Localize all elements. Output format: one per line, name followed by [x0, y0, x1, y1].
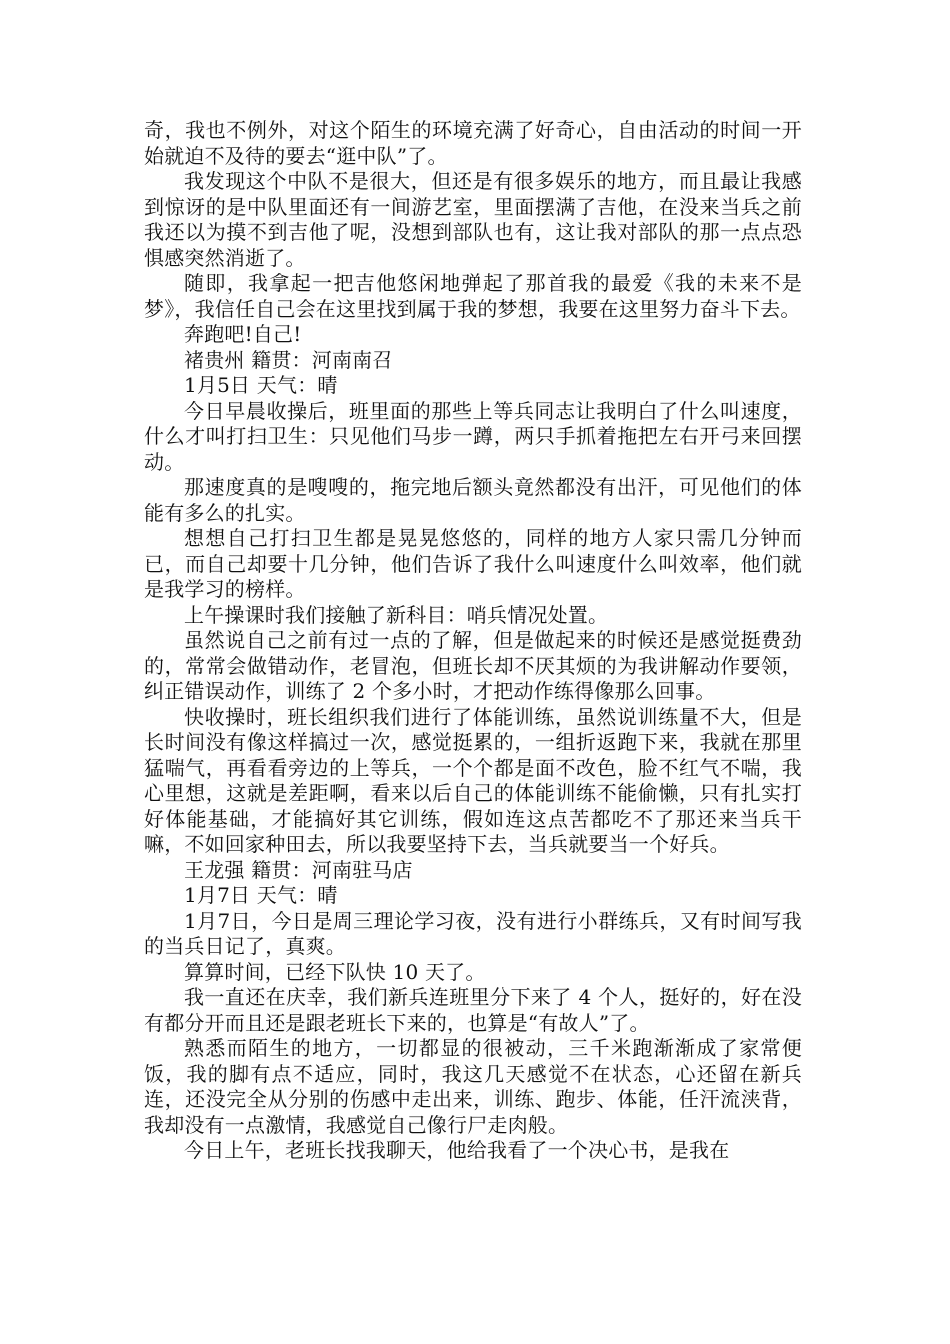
paragraph: 我发现这个中队不是很大，但还是有很多娱乐的地方，而且最让我感到惊讶的是中队里面还有一间游艺室，里面摆满了吉他，在没来当兵之前我还以为摸不到吉他了呢，没想到部队也有，这让我对部队的那一点点恐惧感突然消逝了。: [144, 169, 802, 270]
section-title: 奔跑吧!自己!: [184, 322, 302, 346]
document-body: [144, 118, 802, 1164]
paragraph: 想想自己打扫卫生都是晃晃悠悠的，同样的地方人家只需几分钟而已，而自己却要十几分钟，他们告诉了我什么叫速度什么叫效率，他们就是我学习的榜样。: [144, 526, 802, 601]
paragraph: 随即，我拿起一把吉他悠闲地弹起了那首我的最爱《我的未来不是梦》，我信任自己会在这里找到属于我的梦想，我要在这里努力奋斗下去。: [144, 271, 802, 321]
paragraph: 虽然说自己之前有过一点的了解，但是做起来的时候还是感觉挺费劲的，常常会做错动作，老冒泡，但班长却不厌其烦的为我讲解动作要领，纠正错误动作，训练了 2 个多小时，才把动作练得像那么回事。: [144, 628, 802, 703]
paragraph: 我一直还在庆幸，我们新兵连班里分下来了 4 个人，挺好的，好在没有都分开而且还是跟老班长下来的，也算是“有故人”了。: [144, 985, 802, 1035]
paragraph: 上午操课时我们接触了新科目：哨兵情况处置。: [184, 602, 609, 627]
paragraph: 今日早晨收操后，班里面的那些上等兵同志让我明白了什么叫速度，什么才叫打扫卫生：只见他们马步一蹲，两只手抓着拖把左右开弓来回摆动。: [144, 398, 802, 474]
date-weather-line: 1月5日 天气：晴: [184, 373, 338, 397]
author-line: 褚贵州 籍贯：河南南召: [184, 347, 393, 372]
paragraph: 算算时间，已经下队快 10 天了。: [184, 959, 486, 984]
paragraph: 今日上午，老班长找我聊天，他给我看了一个决心书，是我在: [184, 1138, 730, 1162]
paragraph: 熟悉而陌生的地方，一切都显的很被动，三千米跑渐渐成了家常便饭，我的脚有点不适应，同时，我这几天感觉不在状态，心还留在新兵连，还没完全从分别的伤感中走出来，训练、跑步、体能，任汗流浃背，我却没有一点激情，我感觉自己像行尸走肉般。: [144, 1036, 802, 1137]
paragraph: 1月7日，今日是周三理论学习夜，没有进行小群练兵，又有时间写我的当兵日记了，真爽。: [144, 908, 802, 958]
author-line: 王龙强 籍贯：河南驻马店: [184, 857, 413, 882]
date-weather-line: 1月7日 天气：晴: [184, 883, 338, 907]
paragraph: 奇，我也不例外，对这个陌生的环境充满了好奇心，自由活动的时间一开始就迫不及待的要去“逛中队”了。: [144, 118, 802, 168]
paragraph: 那速度真的是嗖嗖的，拖完地后额头竟然都没有出汗，可见他们的体能有多么的扎实。: [144, 475, 802, 525]
paragraph: 快收操时，班长组织我们进行了体能训练，虽然说训练量不大，但是长时间没有像这样搞过一次，感觉挺累的，一组折返跑下来，我就在那里猛喘气，再看看旁边的上等兵，一个个都是面不改色，脸不红气不喘，我心里想，这就是差距啊，看来以后自己的体能训练不能偷懒，只有扎实打好体能基础，才能搞好其它训练，假如连这点苦都吃不了那还来当兵干嘛，不如回家种田去，所以我要坚持下去，当兵就要当一个好兵。: [144, 704, 802, 856]
